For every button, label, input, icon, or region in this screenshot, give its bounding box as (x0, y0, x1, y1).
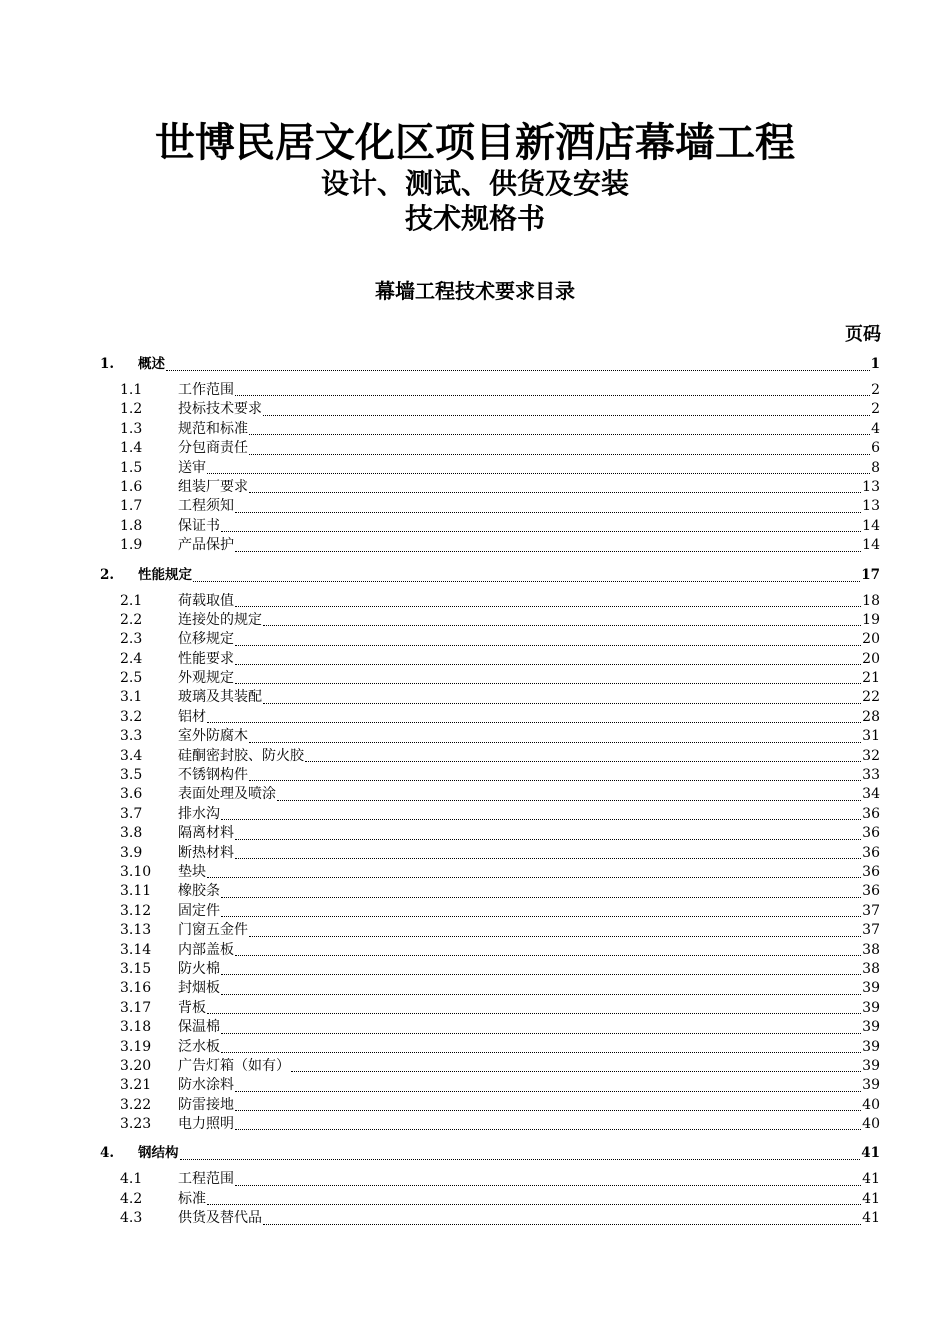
toc-entry-page: 14 (862, 537, 880, 554)
toc-entry-row[interactable] (100, 497, 880, 516)
toc-entry-number: 4.1 (120, 1171, 143, 1188)
toc-entry-number: 2.1 (120, 592, 143, 609)
toc-entry-row[interactable] (100, 611, 880, 630)
toc-entry-page: 39 (862, 1038, 880, 1055)
toc-entry-label: 标准 (178, 1190, 206, 1207)
toc-entry-page: 39 (862, 1019, 880, 1036)
toc-entry-row[interactable] (100, 747, 880, 766)
toc-entry-label: 供货及替代品 (178, 1210, 262, 1227)
toc-entry-row[interactable] (100, 459, 880, 478)
toc-entry-number: 1.7 (120, 498, 143, 515)
toc-entry-page: 14 (862, 517, 880, 534)
dot-leader (180, 1159, 861, 1160)
toc-entry-label: 不锈钢构件 (178, 767, 248, 784)
dot-leader (249, 780, 861, 781)
toc-entry-number: 3.6 (120, 786, 143, 803)
toc-entry-page: 20 (862, 650, 880, 667)
dot-leader (207, 877, 861, 878)
toc-entry-number: 3.2 (120, 708, 143, 725)
toc-entry-number: 4. (100, 1145, 115, 1162)
toc-entry-page: 41 (861, 1145, 880, 1162)
toc-entry-row[interactable] (100, 669, 880, 688)
toc-entry-label: 隔离材料 (178, 825, 234, 842)
toc-entry-number: 3.12 (120, 902, 152, 919)
toc-entry-label: 封烟板 (178, 980, 220, 997)
toc-entry-row[interactable] (100, 517, 880, 536)
toc-entry-row[interactable] (100, 1096, 880, 1115)
toc-entry-number: 3.19 (120, 1038, 152, 1055)
dot-leader (166, 370, 870, 371)
dot-leader (207, 722, 861, 723)
toc-entry-number: 1.5 (120, 459, 143, 476)
dot-leader (235, 858, 861, 859)
toc-entry-page: 39 (862, 1077, 880, 1094)
toc-entry-number: 3.4 (120, 747, 143, 764)
dot-leader (221, 994, 861, 995)
toc-entry-page: 36 (862, 844, 880, 861)
toc-entry-row[interactable] (100, 882, 880, 901)
toc-entry-number: 2. (100, 566, 115, 583)
toc-entry-page: 37 (862, 902, 880, 919)
toc-entry-label: 断热材料 (178, 844, 234, 861)
toc-entry-number: 2.3 (120, 631, 143, 648)
dot-leader (263, 415, 870, 416)
dot-leader (235, 645, 861, 646)
toc-entry-label: 组装厂要求 (178, 478, 248, 495)
toc-entry-row[interactable] (100, 400, 880, 419)
toc-entry-row[interactable] (100, 478, 880, 497)
document-subtitle: 设计、测试、供货及安装 (320, 167, 629, 200)
toc-entry-label: 背板 (178, 999, 206, 1016)
toc-entry-page: 36 (862, 883, 880, 900)
toc-entry-label: 垫块 (178, 863, 206, 880)
toc-entry-page: 40 (862, 1116, 880, 1133)
toc-entry-label: 硅酮密封胶、防火胶 (178, 747, 304, 764)
dot-leader (207, 473, 870, 474)
toc-entry-label: 内部盖板 (178, 941, 234, 958)
dot-leader (291, 1071, 861, 1072)
document-title: 世博民居文化区项目新酒店幕墙工程 (155, 119, 795, 166)
toc-entry-label: 固定件 (178, 902, 220, 919)
toc-entry-row[interactable] (100, 766, 880, 785)
toc-entry-number: 1.1 (120, 382, 143, 398)
toc-entry-label: 排水沟 (178, 805, 220, 822)
dot-leader (235, 955, 861, 956)
toc-entry-number: 3.21 (120, 1077, 152, 1094)
toc-chapter-row[interactable] (100, 564, 880, 586)
toc-entry-label: 外观规定 (178, 670, 234, 687)
toc-entry-label: 分包商责任 (178, 440, 248, 457)
toc-entry-label: 概述 (138, 356, 165, 372)
toc-entry-row[interactable] (100, 902, 880, 921)
toc-entry-label: 荷载取值 (178, 592, 234, 609)
toc-entry-number: 1.3 (120, 420, 143, 437)
toc-entry-label: 保温棉 (178, 1019, 220, 1036)
toc-entry-label: 防水涂料 (178, 1077, 234, 1094)
toc-entry-number: 3.17 (120, 999, 152, 1016)
toc-entry-page: 21 (862, 670, 880, 687)
dot-leader (249, 454, 870, 455)
toc-entry-number: 3.13 (120, 922, 152, 939)
dot-leader (305, 761, 861, 762)
toc-entry-label: 连接处的规定 (178, 611, 262, 628)
toc-entry-row[interactable] (100, 727, 880, 746)
dot-leader (263, 703, 861, 704)
toc-entry-label: 投标技术要求 (178, 401, 262, 418)
toc-entry-page: 4 (871, 420, 880, 437)
toc-entry-label: 保证书 (178, 517, 220, 534)
toc-entry-page: 41 (862, 1171, 880, 1188)
toc-entry-row[interactable] (100, 824, 880, 843)
dot-leader (235, 683, 861, 684)
toc-entry-page: 13 (862, 498, 880, 515)
toc-entry-label: 性能规定 (138, 566, 192, 583)
toc-entry-label: 表面处理及喷涂 (178, 786, 276, 803)
toc-entry-label: 广告灯箱（如有） (178, 1057, 290, 1074)
toc-entry-page: 38 (862, 960, 880, 977)
dot-leader (221, 531, 861, 532)
dot-leader (249, 742, 861, 743)
dot-leader (235, 1091, 861, 1092)
dot-leader (221, 974, 861, 975)
toc-entry-page: 31 (862, 728, 880, 745)
toc-entry-page: 38 (862, 941, 880, 958)
toc-entry-page: 1 (870, 356, 880, 372)
toc-entry-number: 2.4 (120, 650, 143, 667)
toc-entry-number: 4.2 (120, 1190, 143, 1207)
toc-entry-number: 3.16 (120, 980, 152, 997)
dot-leader (249, 936, 861, 937)
toc-entry-page: 39 (862, 999, 880, 1016)
toc-entry-number: 3.14 (120, 941, 152, 958)
dot-leader (235, 1185, 861, 1186)
toc-entry-row[interactable] (100, 785, 880, 804)
dot-leader (221, 1033, 861, 1034)
document-subtitle-2: 技术规格书 (404, 202, 545, 235)
toc-entry-row[interactable] (100, 863, 880, 882)
dot-leader (249, 434, 870, 435)
toc-entry-label: 工作范围 (178, 382, 234, 398)
dot-leader (221, 916, 861, 917)
toc-entry-number: 3.10 (120, 863, 152, 880)
toc-entry-number: 3.11 (120, 883, 152, 900)
toc-entry-row[interactable] (100, 921, 880, 940)
toc-entry-label: 防火棉 (178, 960, 220, 977)
toc-entry-number: 3.3 (120, 728, 143, 745)
toc-entry-page: 33 (862, 767, 880, 784)
toc-entry-number: 3.8 (120, 825, 143, 842)
toc-entry-page: 40 (862, 1096, 880, 1113)
toc-entry-number: 3.5 (120, 767, 143, 784)
toc-entry-row[interactable] (100, 1115, 880, 1134)
toc-entry-row[interactable] (100, 630, 880, 649)
toc-entry-label: 橡胶条 (178, 883, 220, 900)
toc-entry-label: 铝材 (178, 708, 206, 725)
toc-entry-row[interactable] (100, 1076, 880, 1095)
toc-entry-page: 19 (862, 611, 880, 628)
toc-entry-row[interactable] (100, 439, 880, 458)
toc-entry-number: 3.9 (120, 844, 143, 861)
toc-entry-number: 1.4 (120, 440, 143, 457)
toc-entry-label: 室外防腐木 (178, 728, 248, 745)
toc-entry-label: 工程须知 (178, 498, 234, 515)
toc-entry-label: 性能要求 (178, 650, 234, 667)
toc-entry-row[interactable] (100, 650, 880, 669)
toc-entry-page: 2 (871, 401, 880, 418)
toc-entry-page: 28 (862, 708, 880, 725)
toc-entry-page: 22 (862, 689, 880, 706)
dot-leader (221, 1052, 861, 1053)
dot-leader (207, 1013, 861, 1014)
toc-entry-page: 36 (862, 825, 880, 842)
toc-entry-page: 20 (862, 631, 880, 648)
toc-entry-row[interactable] (100, 1209, 880, 1228)
dot-leader (263, 625, 861, 626)
toc-entry-page: 18 (862, 592, 880, 609)
toc-entry-number: 1.9 (120, 537, 143, 554)
dot-leader (235, 1110, 861, 1111)
toc-entry-page: 36 (862, 805, 880, 822)
toc-entry-row[interactable] (100, 381, 880, 400)
toc-entry-page: 34 (862, 786, 880, 803)
toc-entry-number: 3.22 (120, 1096, 152, 1113)
toc-entry-page: 2 (871, 382, 880, 398)
toc-entry-page: 36 (862, 863, 880, 880)
toc-entry-page: 17 (861, 566, 880, 583)
toc-entry-number: 3.15 (120, 960, 152, 977)
toc-entry-row[interactable] (100, 960, 880, 979)
toc-entry-row[interactable] (100, 1170, 880, 1189)
toc-heading: 幕墙工程技术要求目录 (375, 279, 575, 303)
toc-entry-label: 电力照明 (178, 1116, 234, 1133)
toc-entry-page: 13 (862, 478, 880, 495)
dot-leader (277, 800, 861, 801)
toc-entry-number: 1.6 (120, 478, 143, 495)
toc-entry-page: 6 (871, 440, 880, 457)
toc-entry-row[interactable] (100, 1190, 880, 1209)
toc-entry-label: 门窗五金件 (178, 922, 248, 939)
toc-entry-number: 1.8 (120, 517, 143, 534)
toc-entry-label: 位移规定 (178, 631, 234, 648)
dot-leader (221, 819, 861, 820)
toc-entry-page: 37 (862, 922, 880, 939)
toc-entry-page: 32 (862, 747, 880, 764)
toc-entry-label: 防雷接地 (178, 1096, 234, 1113)
dot-leader (249, 492, 861, 493)
toc-entry-row[interactable] (100, 999, 880, 1018)
toc-chapter-row[interactable] (100, 1142, 880, 1164)
toc-entry-label: 玻璃及其装配 (178, 689, 262, 706)
dot-leader (235, 512, 861, 513)
toc-entry-number: 3.7 (120, 805, 143, 822)
dot-leader (235, 839, 861, 840)
toc-entry-page: 41 (862, 1210, 880, 1227)
toc-entry-page: 41 (862, 1190, 880, 1207)
page-column-label: 页码 (845, 324, 881, 345)
toc-entry-row[interactable] (100, 592, 880, 611)
toc-entry-row[interactable] (100, 979, 880, 998)
toc-entry-row[interactable] (100, 1018, 880, 1037)
toc-entry-number: 4.3 (120, 1210, 143, 1227)
dot-leader (235, 664, 861, 665)
toc-entry-number: 1.2 (120, 401, 143, 418)
toc-entry-number: 2.5 (120, 670, 143, 687)
toc-entry-row[interactable] (100, 805, 880, 824)
toc-entry-number: 3.18 (120, 1019, 152, 1036)
dot-leader (193, 581, 860, 582)
toc-entry-page: 39 (862, 1057, 880, 1074)
toc-entry-row[interactable] (100, 420, 880, 439)
dot-leader (221, 897, 861, 898)
toc-entry-label: 钢结构 (138, 1145, 179, 1162)
toc-entry-label: 规范和标准 (178, 420, 248, 437)
dot-leader (235, 551, 861, 552)
toc-chapter-row[interactable] (100, 353, 880, 375)
table-of-contents (100, 353, 880, 1229)
toc-entry-row[interactable] (100, 1038, 880, 1057)
toc-entry-row[interactable] (100, 941, 880, 960)
toc-entry-page: 39 (862, 980, 880, 997)
toc-entry-page: 8 (871, 459, 880, 476)
dot-leader (235, 1129, 861, 1130)
toc-entry-number: 1. (100, 356, 115, 372)
toc-entry-label: 工程范围 (178, 1171, 234, 1188)
dot-leader (263, 1224, 861, 1225)
toc-entry-number: 3.23 (120, 1116, 152, 1133)
toc-entry-label: 泛水板 (178, 1038, 220, 1055)
toc-entry-label: 送审 (178, 459, 206, 476)
toc-entry-number: 3.20 (120, 1057, 152, 1074)
dot-leader (235, 606, 861, 607)
dot-leader (207, 1204, 861, 1205)
toc-entry-number: 2.2 (120, 611, 143, 628)
toc-entry-row[interactable] (100, 1057, 880, 1076)
toc-entry-row[interactable] (100, 688, 880, 707)
toc-entry-row[interactable] (100, 844, 880, 863)
toc-entry-number: 3.1 (120, 689, 143, 706)
toc-entry-row[interactable] (100, 708, 880, 727)
toc-entry-label: 产品保护 (178, 537, 234, 554)
dot-leader (235, 395, 870, 396)
toc-entry-row[interactable] (100, 536, 880, 555)
